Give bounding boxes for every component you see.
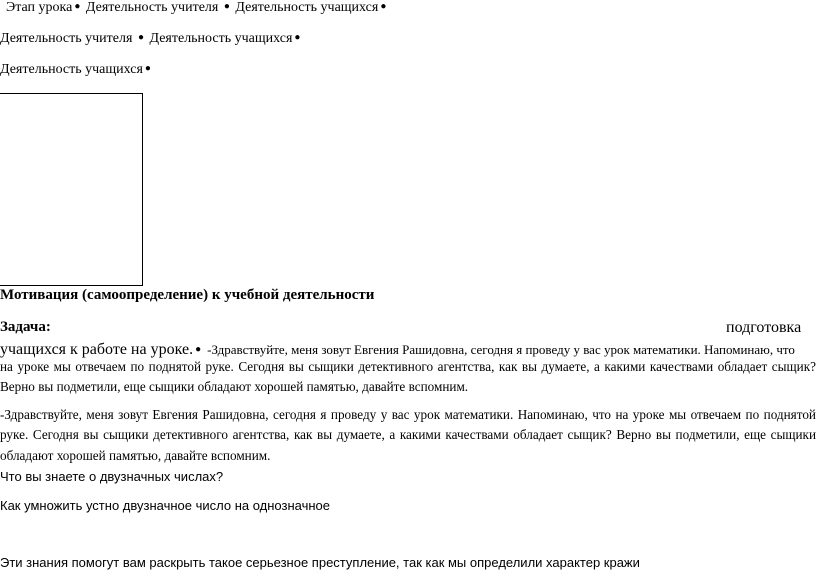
stage-header: Этап урока bbox=[6, 0, 73, 15]
teacher-activity-header: Деятельность учителя bbox=[85, 0, 219, 15]
bullet-icon: ● bbox=[137, 32, 144, 43]
task-value-continuation: учащихся к работе на уроке. bbox=[0, 341, 194, 358]
closing-text: Эти знания помогут вам раскрыть такое серьезное преступление, так как мы определили характер кражи bbox=[0, 555, 640, 570]
bullet-icon: ● bbox=[380, 1, 387, 12]
intro-paragraph-first-line: -Здравствуйте, меня зовут Евгения Рашидовна, сегодня я проведу у вас урок математики. Напоминаю, что bbox=[207, 342, 795, 357]
header-row-2 bbox=[0, 31, 302, 47]
bullet-icon: ● bbox=[74, 1, 81, 12]
bullet-icon: ● bbox=[294, 32, 301, 43]
question-two-digit-numbers: Что вы знаете о двузначных числах? bbox=[0, 469, 224, 484]
task-value: подготовка bbox=[726, 319, 802, 336]
question-oral-multiplication: Как умножить устно двузначное число на однозначное bbox=[0, 498, 331, 513]
header-row-1 bbox=[6, 0, 388, 16]
section-title: Мотивация (самоопределение) к учебной деятельности bbox=[0, 287, 375, 303]
students-activity-header: Деятельность учащихся bbox=[0, 62, 143, 77]
bullet-icon: ● bbox=[195, 344, 202, 355]
students-activity-header: Деятельность учащихся bbox=[149, 31, 293, 46]
task-label: Задача: bbox=[0, 319, 51, 335]
teacher-activity-header: Деятельность учителя bbox=[0, 31, 133, 46]
bullet-icon: ● bbox=[144, 63, 151, 74]
empty-image-frame bbox=[0, 93, 143, 286]
intro-paragraph-repeat: -Здравствуйте, меня зовут Евгения Рашидовна, сегодня я проведу у вас урок математики. Напоминаю, что на уроке мы отвечаем по поднятой руке. Сегодня вы сыщики детективного агентства, как вы думаете, а какими качествами обладает сыщик? Верно вы подметили, еще сыщики обладают хорошей памятью, давайте вспомним. bbox=[0, 407, 816, 463]
bullet-icon: ● bbox=[223, 1, 230, 12]
students-activity-header: Деятельность учащихся bbox=[235, 0, 379, 15]
intro-paragraph: на уроке мы отвечаем по поднятой руке. Сегодня вы сыщики детективного агентства, как вы думаете, а какими качествами обладает сыщик? Верно вы подметили, еще сыщики обладают хорошей памятью, давайте вспомним. bbox=[0, 359, 816, 395]
header-row-3 bbox=[0, 62, 153, 78]
